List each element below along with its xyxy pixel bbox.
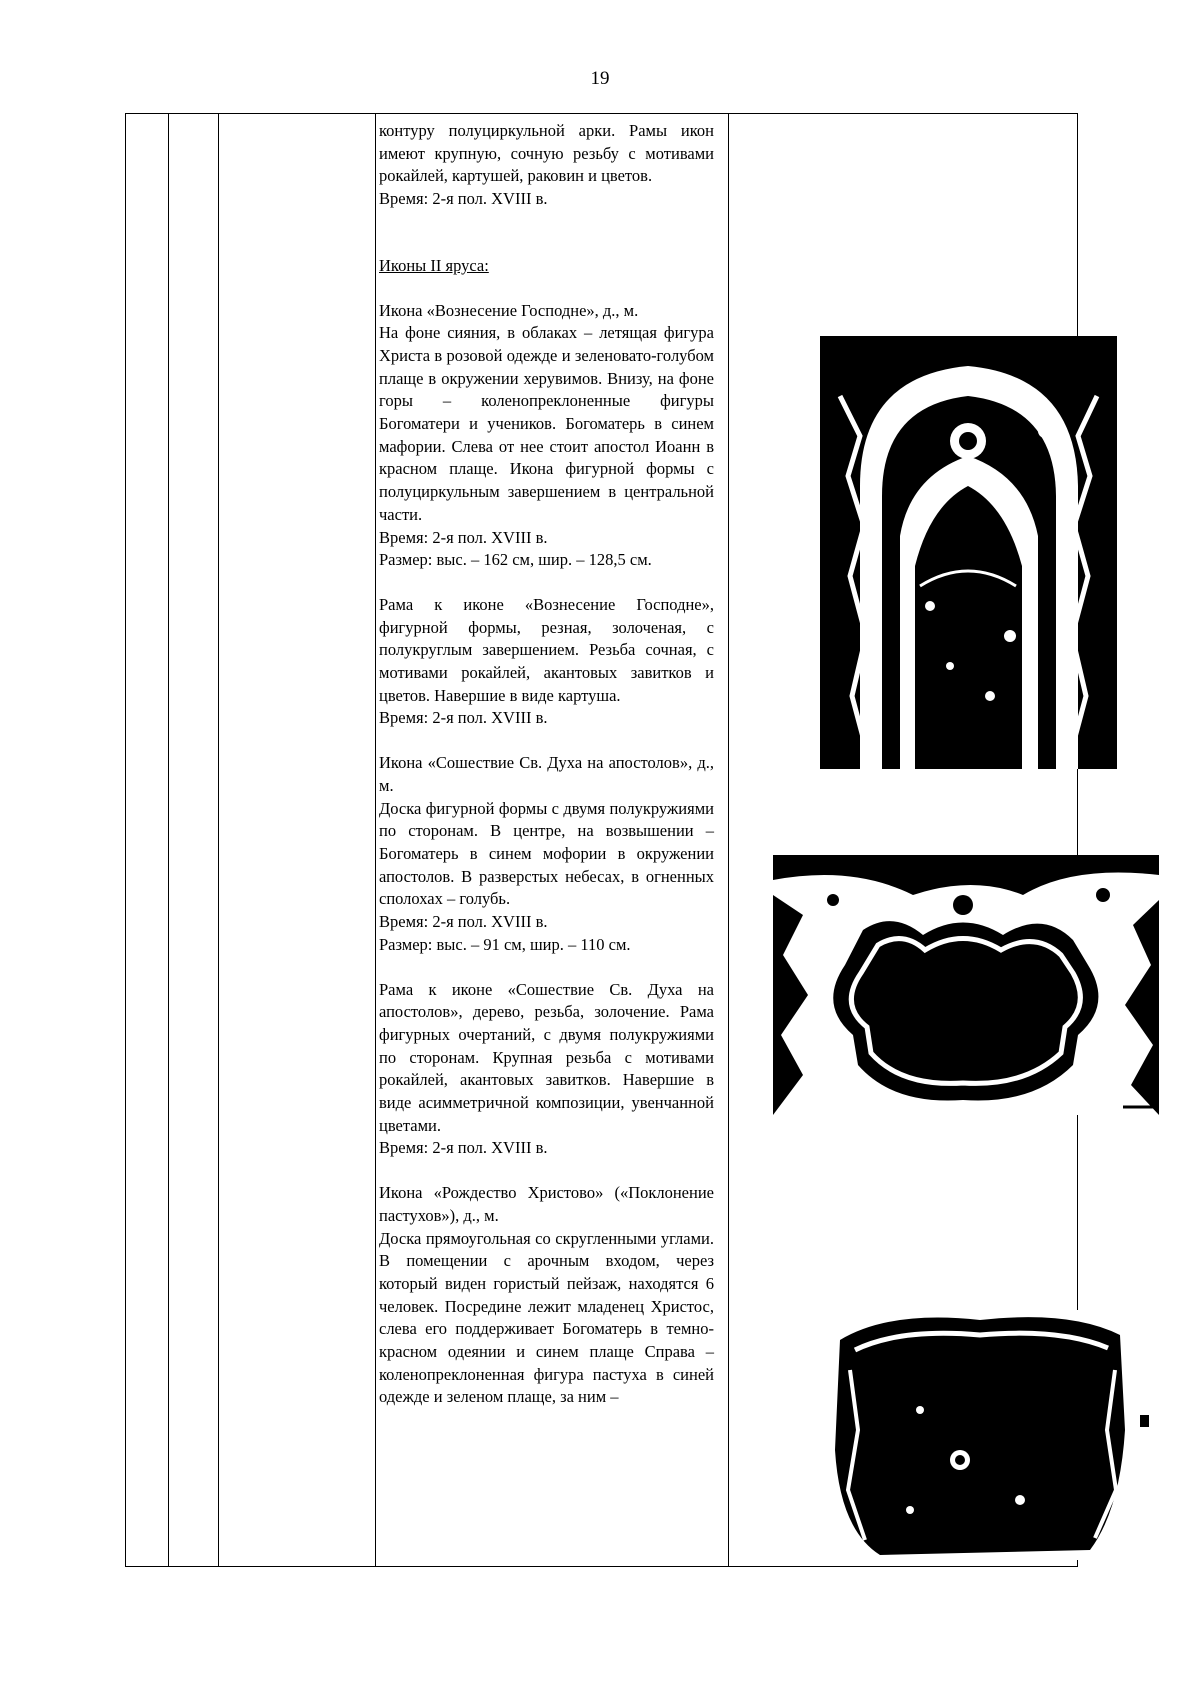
entry-title: Икона «Сошествие Св. Духа на апостолов», д., м.	[379, 753, 714, 795]
description-column	[379, 120, 714, 1409]
entry-time: Время: 2-я пол. XVIII в.	[379, 912, 548, 932]
column-divider	[168, 114, 169, 1566]
column-divider	[375, 114, 376, 1566]
nativity-icon-photo	[820, 1310, 1150, 1560]
entry-size: Размер: выс. – 91 см, шир. – 110 см.	[379, 934, 631, 954]
intro-continuation: контуру полуциркульной арки. Рамы икон имеют крупную, сочную резьбу с мотивами рокайлей, картушей, раковин и цветов.	[379, 121, 714, 186]
entry-title: Икона «Вознесение Господне», д., м.	[379, 300, 639, 320]
entry-time: Время: 2-я пол. XVIII в.	[379, 527, 548, 547]
entry-description: Доска прямоугольная со скругленными углами. В помещении с арочным входом, через который виден гористый пейзаж, находятся 6 человек. Посредине лежит младенец Христос, слева его поддерживает Богоматерь в темно-красном одеянии и синем плаще Справа – коленопреклоненная фигура пастуха в синей одежде и зеленом плаще, за ним –	[379, 1228, 714, 1407]
entry-title: Икона «Рождество Христово» («Поклонение пастухов»), д., м.	[379, 1183, 714, 1225]
intro-time: Время: 2-я пол. XVIII в.	[379, 189, 548, 209]
entry-size: Размер: выс. – 162 см, шир. – 128,5 см.	[379, 550, 652, 570]
tier-heading: Иконы II яруса:	[379, 255, 489, 275]
frame-description: Рама к иконе «Сошествие Св. Духа на апостолов», дерево, резьба, золочение. Рама фигурных очертаний, с двумя полукружиями по сторонам. Крупная резьба с мотивами рокайлей, акантовых завитков. Навершие в виде асимметричной композиции, увенчанной цветами.	[379, 979, 714, 1135]
pentecost-icon-photo	[773, 855, 1159, 1115]
column-divider	[728, 114, 729, 1566]
entry-description: Доска фигурной формы с двумя полукружиями по сторонам. В центре, на возвышении – Богоматерь в синем мофории в окружении апостолов. В разверстых небесах, в огненных сполохах – голубь.	[379, 798, 714, 909]
frame-description: Рама к иконе «Вознесение Господне», фигурной формы, резная, золоченая, с полукруглым завершением. Резьба сочная, с мотивами рокайлей, акантовых завитков и цветов. Навершие в виде картуша.	[379, 594, 714, 705]
entry-time: Время: 2-я пол. XVIII в.	[379, 708, 548, 728]
column-divider	[218, 114, 219, 1566]
ascension-icon-photo	[820, 336, 1117, 769]
entry-description: На фоне сияния, в облаках – летящая фигура Христа в розовой одежде и зеленовато-голубом плаще в окружении херувимов. Внизу, на фоне горы – коленопреклоненные фигуры Богоматери и учеников. Богоматерь в синем мафории. Слева от нее стоит апостол Иоанн в красном плаще. Икона фигурной формы с полуциркульным завершением в центральной части.	[379, 323, 714, 524]
page-number: 19	[590, 68, 610, 89]
entry-time: Время: 2-я пол. XVIII в.	[379, 1138, 548, 1158]
